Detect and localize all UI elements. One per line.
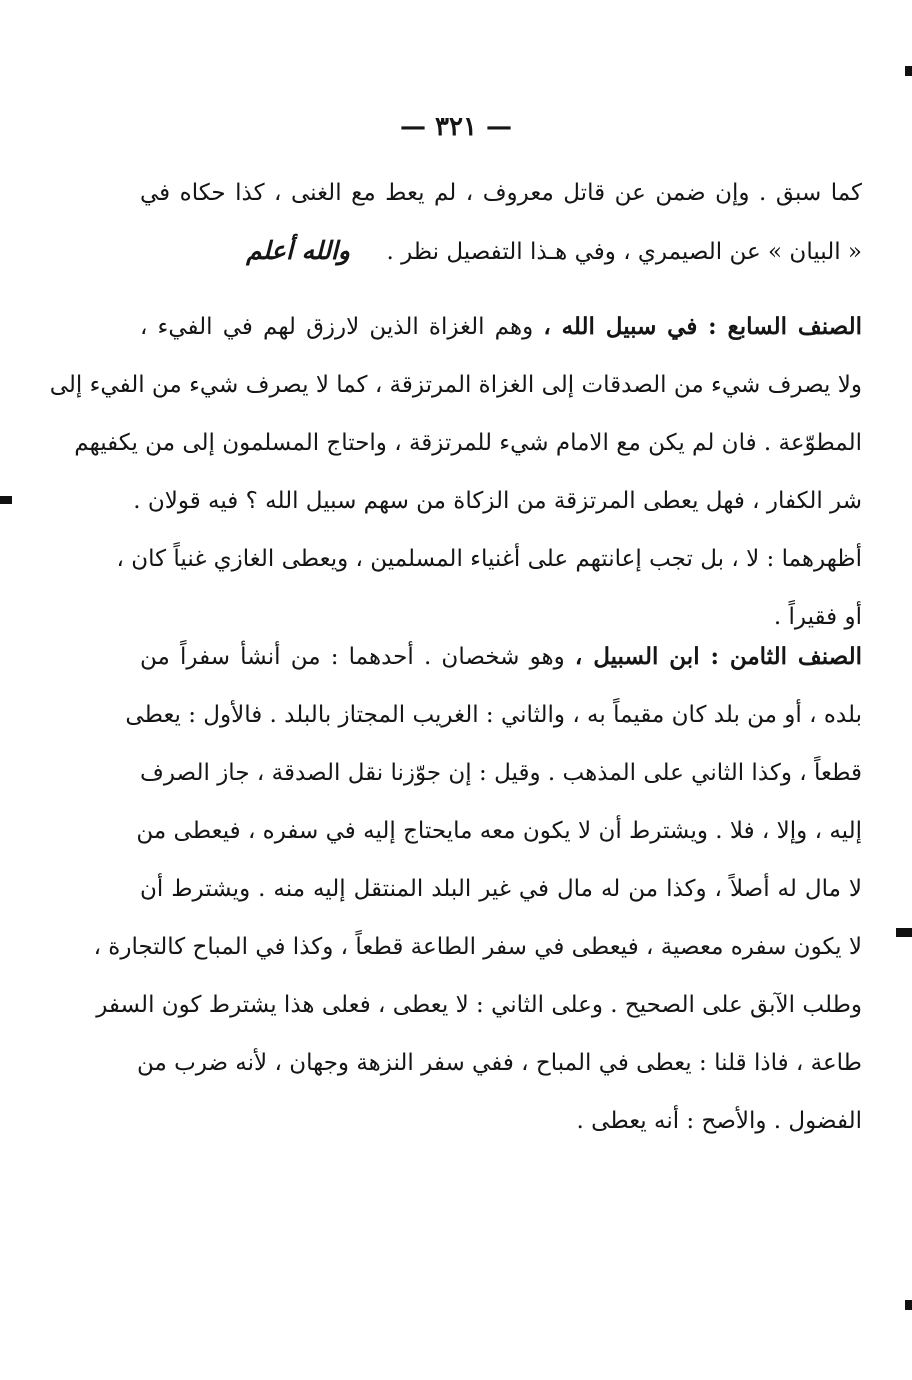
scan-edge-mark xyxy=(896,928,912,937)
line-text: لا مال له أصلاً ، وكذا من له مال في غير البلد المنتقل إليه منه . ويشترط أن xyxy=(140,876,862,902)
line-text: « البيان » عن الصيمري ، وفي هـذا التفصيل نظر . xyxy=(386,239,862,265)
scan-edge-mark xyxy=(0,496,12,504)
page-number: — ٣٢١ — xyxy=(399,112,513,142)
text-line xyxy=(140,628,862,686)
text-line xyxy=(116,530,862,588)
text-line xyxy=(49,356,862,414)
text-line xyxy=(140,744,862,802)
text-line xyxy=(140,1092,862,1150)
line-text: وهو شخصان . أحدهما : من أنشأ سفراً من xyxy=(140,644,565,670)
line-text: أظهرهما : لا ، بل تجب إعانتهم على أغنياء المسلمين ، ويعطى الغازي غنياً كان ، xyxy=(116,546,862,572)
text-line xyxy=(140,222,862,280)
section-heading: الصنف الثامن : ابن السبيل ، xyxy=(574,643,862,670)
text-line xyxy=(93,918,862,976)
text-line xyxy=(125,686,862,744)
line-text: وهم الغزاة الذين لارزق لهم في الفيء ، xyxy=(140,314,534,340)
paragraph-1 xyxy=(140,164,862,280)
line-text: المطوّعة . فان لم يكن مع الامام شيء للمرتزقة ، واحتاج المسلمون إلى من يكفيهم xyxy=(74,430,862,456)
text-line xyxy=(140,164,862,222)
text-line xyxy=(136,802,862,860)
text-line xyxy=(133,472,862,530)
text-line xyxy=(140,298,862,356)
text-line xyxy=(74,414,862,472)
scan-edge-mark xyxy=(905,1300,912,1310)
text-line xyxy=(140,860,862,918)
section-heading: الصنف السابع : في سبيل الله ، xyxy=(543,313,862,340)
line-text: قطعاً ، وكذا الثاني على المذهب . وقيل : إن جوّزنا نقل الصدقة ، جاز الصرف xyxy=(140,760,862,786)
line-text: وطلب الآبق على الصحيح . وعلى الثاني : لا يعطى ، فعلى هذا يشترط كون السفر xyxy=(96,992,862,1018)
paragraph-2 xyxy=(49,298,862,646)
line-text: طاعة ، فاذا قلنا : يعطى في المباح ، ففي سفر النزهة وجهان ، لأنه ضرب من xyxy=(136,1050,862,1076)
line-text: الفضول . والأصح : أنه يعطى . xyxy=(576,1108,862,1134)
paragraph-3 xyxy=(93,628,862,1150)
line-text: شر الكفار ، فهل يعطى المرتزقة من الزكاة من سهم سبيل الله ؟ فيه قولان . xyxy=(133,488,862,514)
scan-edge-mark xyxy=(905,66,912,76)
closing-formula: والله أعلم xyxy=(246,236,350,265)
text-line xyxy=(136,1034,862,1092)
line-text: إليه ، وإلا ، فلا . ويشترط أن لا يكون معه مايحتاج إليه في سفره ، فيعطى من xyxy=(136,818,862,844)
line-text: لا يكون سفره معصية ، فيعطى في سفر الطاعة قطعاً ، وكذا في المباح كالتجارة ، xyxy=(93,934,862,960)
line-text: ولا يصرف شيء من الصدقات إلى الغزاة المرتزقة ، كما لا يصرف شيء من الفيء إلى xyxy=(49,372,862,398)
text-line xyxy=(96,976,862,1034)
line-text: كما سبق . وإن ضمن عن قاتل معروف ، لم يعط مع الغنى ، كذا حكاه في xyxy=(140,180,862,206)
line-text: بلده ، أو من بلد كان مقيماً به ، والثاني : الغريب المجتاز بالبلد . فالأول : يعطى xyxy=(125,702,862,728)
line-text: أو فقيراً . xyxy=(773,604,862,630)
